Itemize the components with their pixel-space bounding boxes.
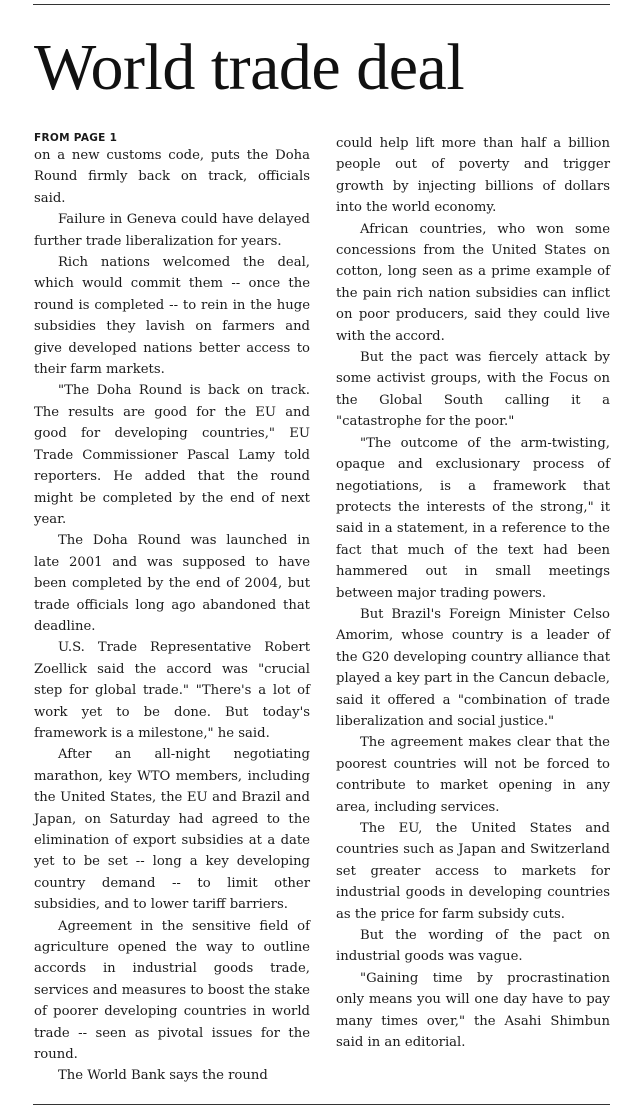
paragraph: But the wording of the pact on industrial goods was vague. bbox=[336, 928, 610, 965]
continuation-kicker: FROM PAGE 1 bbox=[34, 132, 118, 144]
article-column-right bbox=[336, 133, 610, 1053]
paragraph: But Brazil's Foreign Minister Celso Amorim, whose country is a leader of the G20 developing country alliance that played a key part in the Cancun debacle, said it offered a "combination of trade liberalization and social justice." bbox=[336, 606, 610, 729]
paragraph: The EU, the United States and countries such as Japan and Switzerland set greater access to markets for industrial goods in developing countries as the price for farm subsidy cuts. bbox=[336, 821, 610, 922]
paragraph: The Doha Round was launched in late 2001 and was supposed to have been completed by the end of 2004, but trade officials long ago abandoned that deadline. bbox=[34, 533, 310, 634]
article-column-left bbox=[34, 132, 310, 1087]
paragraph: Agreement in the sensitive field of agriculture opened the way to outline accords in industrial goods trade, services and measures to boost the stake of poorer developing countries in world trade -- seen as pivotal issues for the round. bbox=[34, 918, 310, 1063]
bottom-rule bbox=[33, 1104, 610, 1105]
paragraph: could help lift more than half a billion people out of poverty and trigger growth by injecting billions of dollars into the world economy. bbox=[336, 136, 610, 216]
paragraph: Failure in Geneva could have delayed further trade liberalization for years. bbox=[34, 212, 310, 249]
paragraph: U.S. Trade Representative Robert Zoellick said the accord was "crucial step for global trade." "There's a lot of work yet to be done. But today's framework is a milestone," he said. bbox=[34, 640, 310, 741]
top-rule bbox=[33, 4, 610, 5]
headline: World trade deal bbox=[34, 31, 465, 104]
paragraph: "Gaining time by procrastination only means you will one day have to pay many times over," the Asahi Shimbun said in an editorial. bbox=[336, 970, 610, 1051]
paragraph: "The outcome of the arm-twisting, opaque and exclusionary process of negotiations, is a framework that protects the interests of the strong," it said in a statement, in a reference to the fact that much of the text had been hammered out in small meetings between major trading powers. bbox=[336, 435, 610, 601]
paragraph: "The Doha Round is back on track. The results are good for the EU and good for developing countries," EU Trade Commissioner Pascal Lamy told reporters. He added that the round might be completed by the end of next year. bbox=[34, 383, 310, 527]
paragraph: Rich nations welcomed the deal, which would commit them -- once the round is completed -- to rein in the huge subsidies they lavish on farmers and give developed nations better access to their farm markets. bbox=[34, 255, 310, 378]
paragraph: The agreement makes clear that the poorest countries will not be forced to contribute to market opening in any area, including services. bbox=[336, 735, 610, 815]
paragraph: on a new customs code, puts the Doha Round firmly back on track, officials said. bbox=[34, 148, 310, 206]
paragraph: After an all-night negotiating marathon, key WTO members, including the United States, the EU and Brazil and Japan, on Saturday had agreed to the elimination of export subsidies at a date yet to be set -- long a key developing country demand -- to limit other subsidies, and to lower tariff barriers. bbox=[34, 747, 310, 913]
paragraph: The World Bank says the round bbox=[58, 1068, 268, 1084]
paragraph: But the pact was fiercely attack by some activist groups, with the Focus on the Global South calling it a "catastrophe for the poor." bbox=[336, 350, 610, 430]
paragraph: African countries, who won some concessions from the United States on cotton, long seen as a prime example of the pain rich nation subsidies can inflict on poor producers, said they could live with the accord. bbox=[336, 221, 610, 344]
